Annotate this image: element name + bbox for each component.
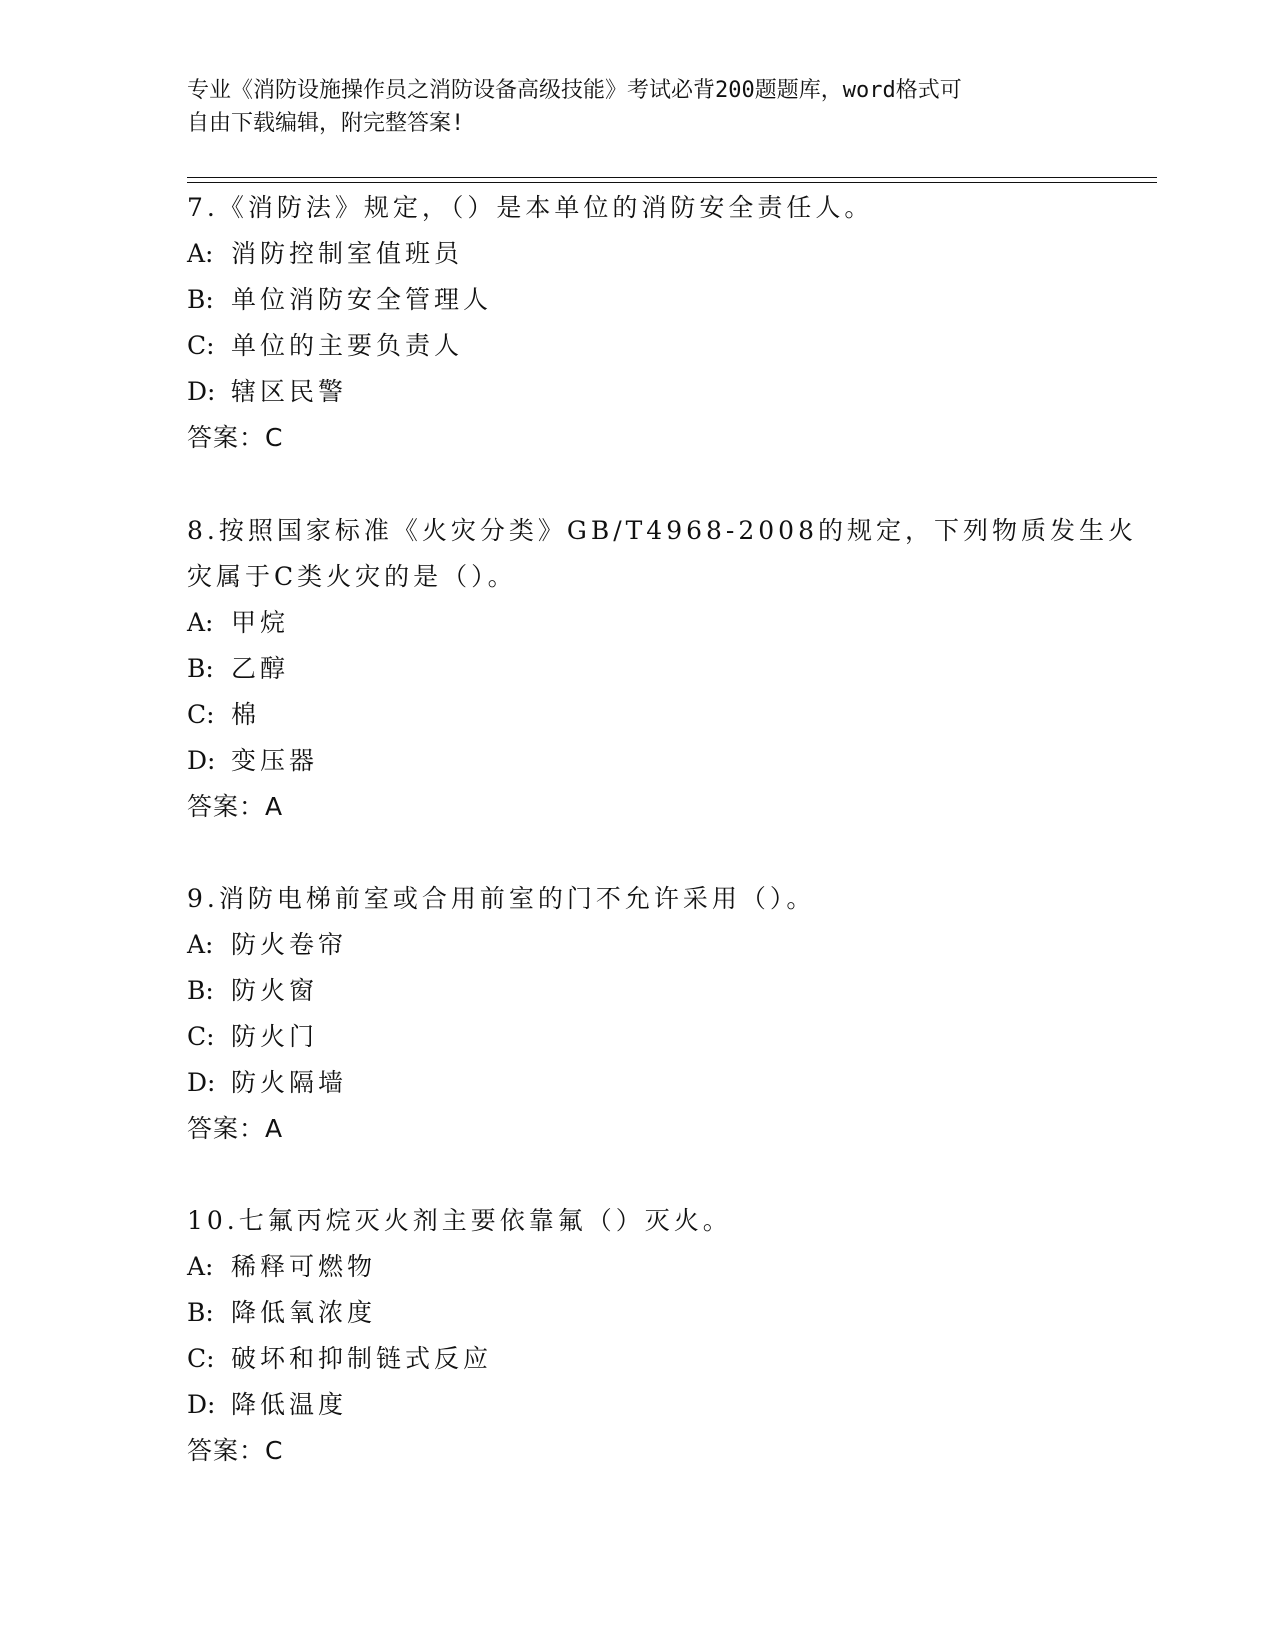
answer-value: C [265, 423, 283, 452]
option-letter: A: [187, 930, 214, 959]
option-d [187, 369, 1127, 415]
option-text: 乙醇 [231, 654, 290, 683]
option-letter: A: [187, 1252, 214, 1281]
option-text: 防火隔墙 [231, 1068, 348, 1097]
option-a [187, 1244, 1127, 1290]
answer-value: A [265, 792, 283, 821]
option-d [187, 1060, 1127, 1106]
option-letter: B: [187, 285, 214, 314]
option-c [187, 1336, 1127, 1382]
option-letter: A: [187, 239, 214, 268]
question-8 [187, 508, 1137, 830]
option-c [187, 1014, 1127, 1060]
header-divider-top [187, 177, 1157, 178]
question-stem: 10.七氟丙烷灭火剂主要依靠氟（）灭火。 [187, 1206, 732, 1235]
option-a [187, 231, 1127, 277]
answer-label: 答案： [187, 423, 266, 452]
option-c [187, 692, 1127, 738]
option-letter: A: [187, 608, 214, 637]
option-text: 变压器 [231, 746, 319, 775]
option-letter: B: [187, 1298, 214, 1327]
option-text: 降低氧浓度 [231, 1298, 377, 1327]
question-7 [187, 185, 1127, 461]
answer-label: 答案： [187, 792, 266, 821]
option-d [187, 1382, 1127, 1428]
answer-line [187, 784, 1127, 830]
option-b [187, 646, 1127, 692]
option-text: 稀释可燃物 [231, 1252, 377, 1281]
option-letter: C: [187, 331, 215, 360]
option-text: 甲烷 [231, 608, 290, 637]
option-text: 消防控制室值班员 [231, 239, 464, 268]
option-letter: B: [187, 976, 214, 1005]
option-a [187, 600, 1127, 646]
option-letter: D: [187, 746, 216, 775]
option-d [187, 738, 1127, 784]
question-stem: 8.按照国家标准《火灾分类》GB/T4968-2008的规定，下列物质发生火 [187, 516, 1137, 545]
option-text: 防火门 [231, 1022, 319, 1051]
question-stem-continued: 灾属于C类火灾的是（）。 [187, 562, 517, 591]
question-stem: 7.《消防法》规定，（）是本单位的消防安全责任人。 [187, 193, 874, 222]
header-divider-bottom [187, 182, 1157, 183]
option-letter: D: [187, 377, 216, 406]
option-c [187, 323, 1127, 369]
option-b [187, 968, 1127, 1014]
option-letter: C: [187, 1344, 215, 1373]
answer-line [187, 415, 1127, 461]
answer-value: A [265, 1114, 283, 1143]
answer-line [187, 1428, 1127, 1474]
option-text: 棉 [231, 700, 261, 729]
option-text: 破坏和抑制链式反应 [231, 1344, 493, 1373]
option-a [187, 922, 1127, 968]
answer-label: 答案： [187, 1114, 266, 1143]
option-text: 辖区民警 [231, 377, 348, 406]
option-text: 单位消防安全管理人 [231, 285, 493, 314]
answer-label: 答案： [187, 1436, 266, 1465]
option-letter: D: [187, 1068, 216, 1097]
option-b [187, 1290, 1127, 1336]
answer-line [187, 1106, 1127, 1152]
question-10 [187, 1198, 1127, 1474]
option-text: 防火窗 [231, 976, 319, 1005]
option-letter: B: [187, 654, 214, 683]
answer-value: C [265, 1436, 283, 1465]
document-header [187, 74, 1087, 140]
option-text: 单位的主要负责人 [231, 331, 464, 360]
option-text: 防火卷帘 [231, 930, 348, 959]
option-text: 降低温度 [231, 1390, 348, 1419]
question-stem: 9.消防电梯前室或合用前室的门不允许采用（）。 [187, 884, 816, 913]
option-letter: D: [187, 1390, 216, 1419]
header-line-2: 自由下载编辑，附完整答案! [187, 111, 465, 136]
option-letter: C: [187, 1022, 215, 1051]
option-letter: C: [187, 700, 215, 729]
question-9 [187, 876, 1127, 1152]
header-line-1: 专业《消防设施操作员之消防设备高级技能》考试必背200题题库，word格式可 [187, 78, 962, 103]
option-b [187, 277, 1127, 323]
